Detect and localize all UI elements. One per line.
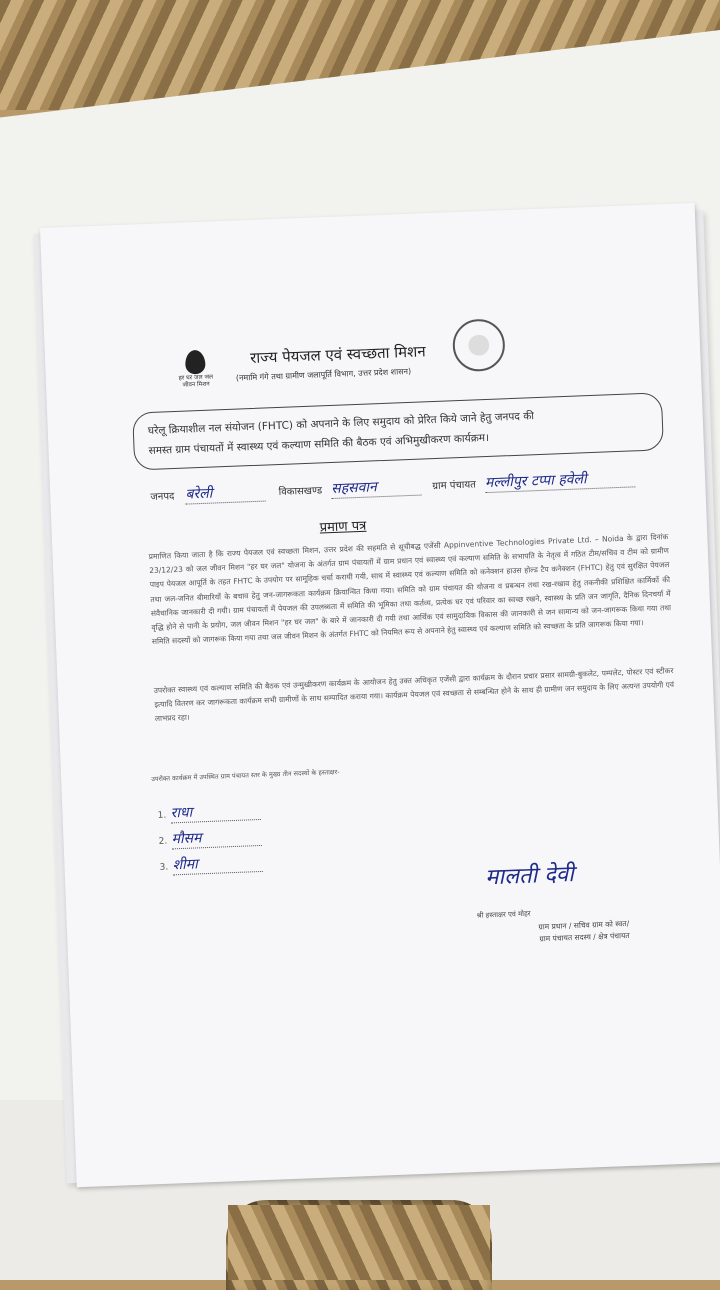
page-subtitle: (नमामि गंगे तथा ग्रामीण जलापूर्ति विभाग, उत्तर प्रदेश शासन) (235, 366, 412, 383)
panchayat-value: मल्लीपुर टप्पा हवेली (485, 467, 636, 493)
signatory-number: 1. (157, 810, 167, 821)
location-row (150, 466, 670, 506)
jal-jeevan-logo (173, 349, 218, 389)
designation-line-1: ग्राम प्रधान / सचिव ग्राम को स्वत/ (538, 918, 630, 932)
signatory-number: 3. (159, 862, 169, 873)
certificate-title: प्रमाण पत्र (319, 518, 367, 536)
pradhan-designation (459, 918, 630, 949)
certificate-page (40, 203, 720, 1187)
block-label: विकासखण्ड (278, 485, 323, 499)
signatory-number: 2. (158, 836, 168, 847)
banner-line-2: समस्त ग्राम पंचायतों में स्वास्थ्य एवं कल्याण समिति की बैठक एवं अभिमुखीकरण कार्यक्रम। (148, 431, 490, 457)
paragraph-1: प्रमाणित किया जाता है कि राज्य पेयजल एवं स्वच्छता मिशन, उत्तर प्रदेश की सहमति से सूचीबद्ध एजेंसी Appinventive Technologies Private Ltd. – Noida के द्वारा दिनांक 23/12/23 को जल जीवन मिशन "हर घर जल" योजना के अंतर्गत ग्राम पंचायतों में ग्राम प्रधान एवं स्वास्थ्य एवं कल्याण समिति के सभापति के नेतृत्व में गठित टीम/सचिव व टीम को ग्रामीण पाइप पेयजल आपूर्ति के तहत FHTC के उपयोग पर सामूहिक चर्चा करायी गयी, साथ में स्वास्थ्य एवं कल्याण समिति को कनेक्शन हाउस होल्ड टैप कनेक्शन (FHTC) हेतु एवं सुरक्षित पेयजल तथा जल-जनित बीमारियों के बचाव हेतु जन-जागरूकता कार्यक्रम क्रियान्वित किया गया। समिति को ग्राम पंचायत की योजना व प्रबन्धन तथा रख-रखाव हेतु तकनीकी प्रशिक्षित कार्मिकों की संवैधानिक जानकारी दी गयी। ग्राम पंचायतों में पेयजल की उपलब्धता में समिति की भूमिका तथा कर्तव्य, प्रत्येक घर एवं परिवार का स्वच्छ रखने, स्वास्थ्य के प्रति जन जागृति, दैनिक दिनचर्या में वृद्धि होने से पानी के प्रयोग, जल जीवन मिशन "हर घर जल" के बारे में जानकारी दी गयी तथा आर्थिक एवं सामुदायिक विकास की जानकारी से जन सामान्य को जन-जागरूक किया गया तथा समिति सदस्यों को जागरूक किया गया तथा जल जीवन मिशन के अंतर्गत FHTC को नियमित रूप से अपनाने हेतु स्वास्थ्य एवं कल्याण समिति को स्वच्छता के प्रति जागरूक किया गया। (148, 532, 672, 647)
banner-line-1: घरेलू क्रियाशील नल संयोजन (FHTC) को अपनाने के लिए समुदाय को प्रेरित किये जाने हेतु जनपद की (147, 410, 535, 438)
water-drop-icon (185, 350, 206, 375)
panchayat-label: ग्राम पंचायत (432, 479, 477, 493)
district-label: जनपद (150, 491, 175, 503)
state-emblem-icon (452, 318, 506, 372)
signatory-name: मौसम (171, 826, 262, 849)
block-value: सहसवान (331, 476, 422, 499)
designation-line-2: ग्राम पंचायत सदस्य / क्षेत्र पंचायत (539, 930, 630, 944)
pradhan-signature: मालती देवी (484, 861, 575, 891)
signatory-name: राधा (170, 800, 261, 823)
signatory-name: शीमा (172, 852, 263, 875)
signature-caption: श्री हस्ताक्षर एवं मोहर (476, 909, 531, 920)
signatory-2 (158, 826, 262, 850)
signatories-heading: उपरोक्त कार्यक्रम में उपस्थित ग्राम पंचायत स्तर के मुख्य तीन सदस्यों के हस्ताक्षर- (151, 767, 340, 784)
signatory-3 (159, 852, 263, 876)
signatory-1 (157, 800, 261, 824)
logo-caption: हर घर जल जल जीवन मिशन (178, 373, 214, 389)
program-banner (132, 392, 664, 470)
page-title: राज्य पेयजल एवं स्वच्छता मिशन (249, 342, 426, 368)
district-value: बरेली (185, 482, 266, 505)
paragraph-2: उपरोक्त स्वास्थ्य एवं कल्याण समिति की बैठक एवं उन्मुखीकरण कार्यक्रम के आयोजन हेतु उक्त अधिकृत एजेंसी द्वारा कार्यक्रम के दौरान प्रचार प्रसार सामग्री-बुकलेट, पम्पलेट, पोस्टर एवं स्टीकर इत्यादि वितरण कर जागरूकता कार्यक्रम सभी ग्रामीणों के साथ सम्पादित कराया गया। कार्यक्रम पेयजल एवं स्वच्छता से सम्बन्धित होने के साथ ही ग्रामीण जन समुदाय के लिए अत्यन्त उपयोगी एवं लाभप्रद रहा। (153, 666, 675, 724)
straw-mat-bottom (228, 1205, 490, 1280)
